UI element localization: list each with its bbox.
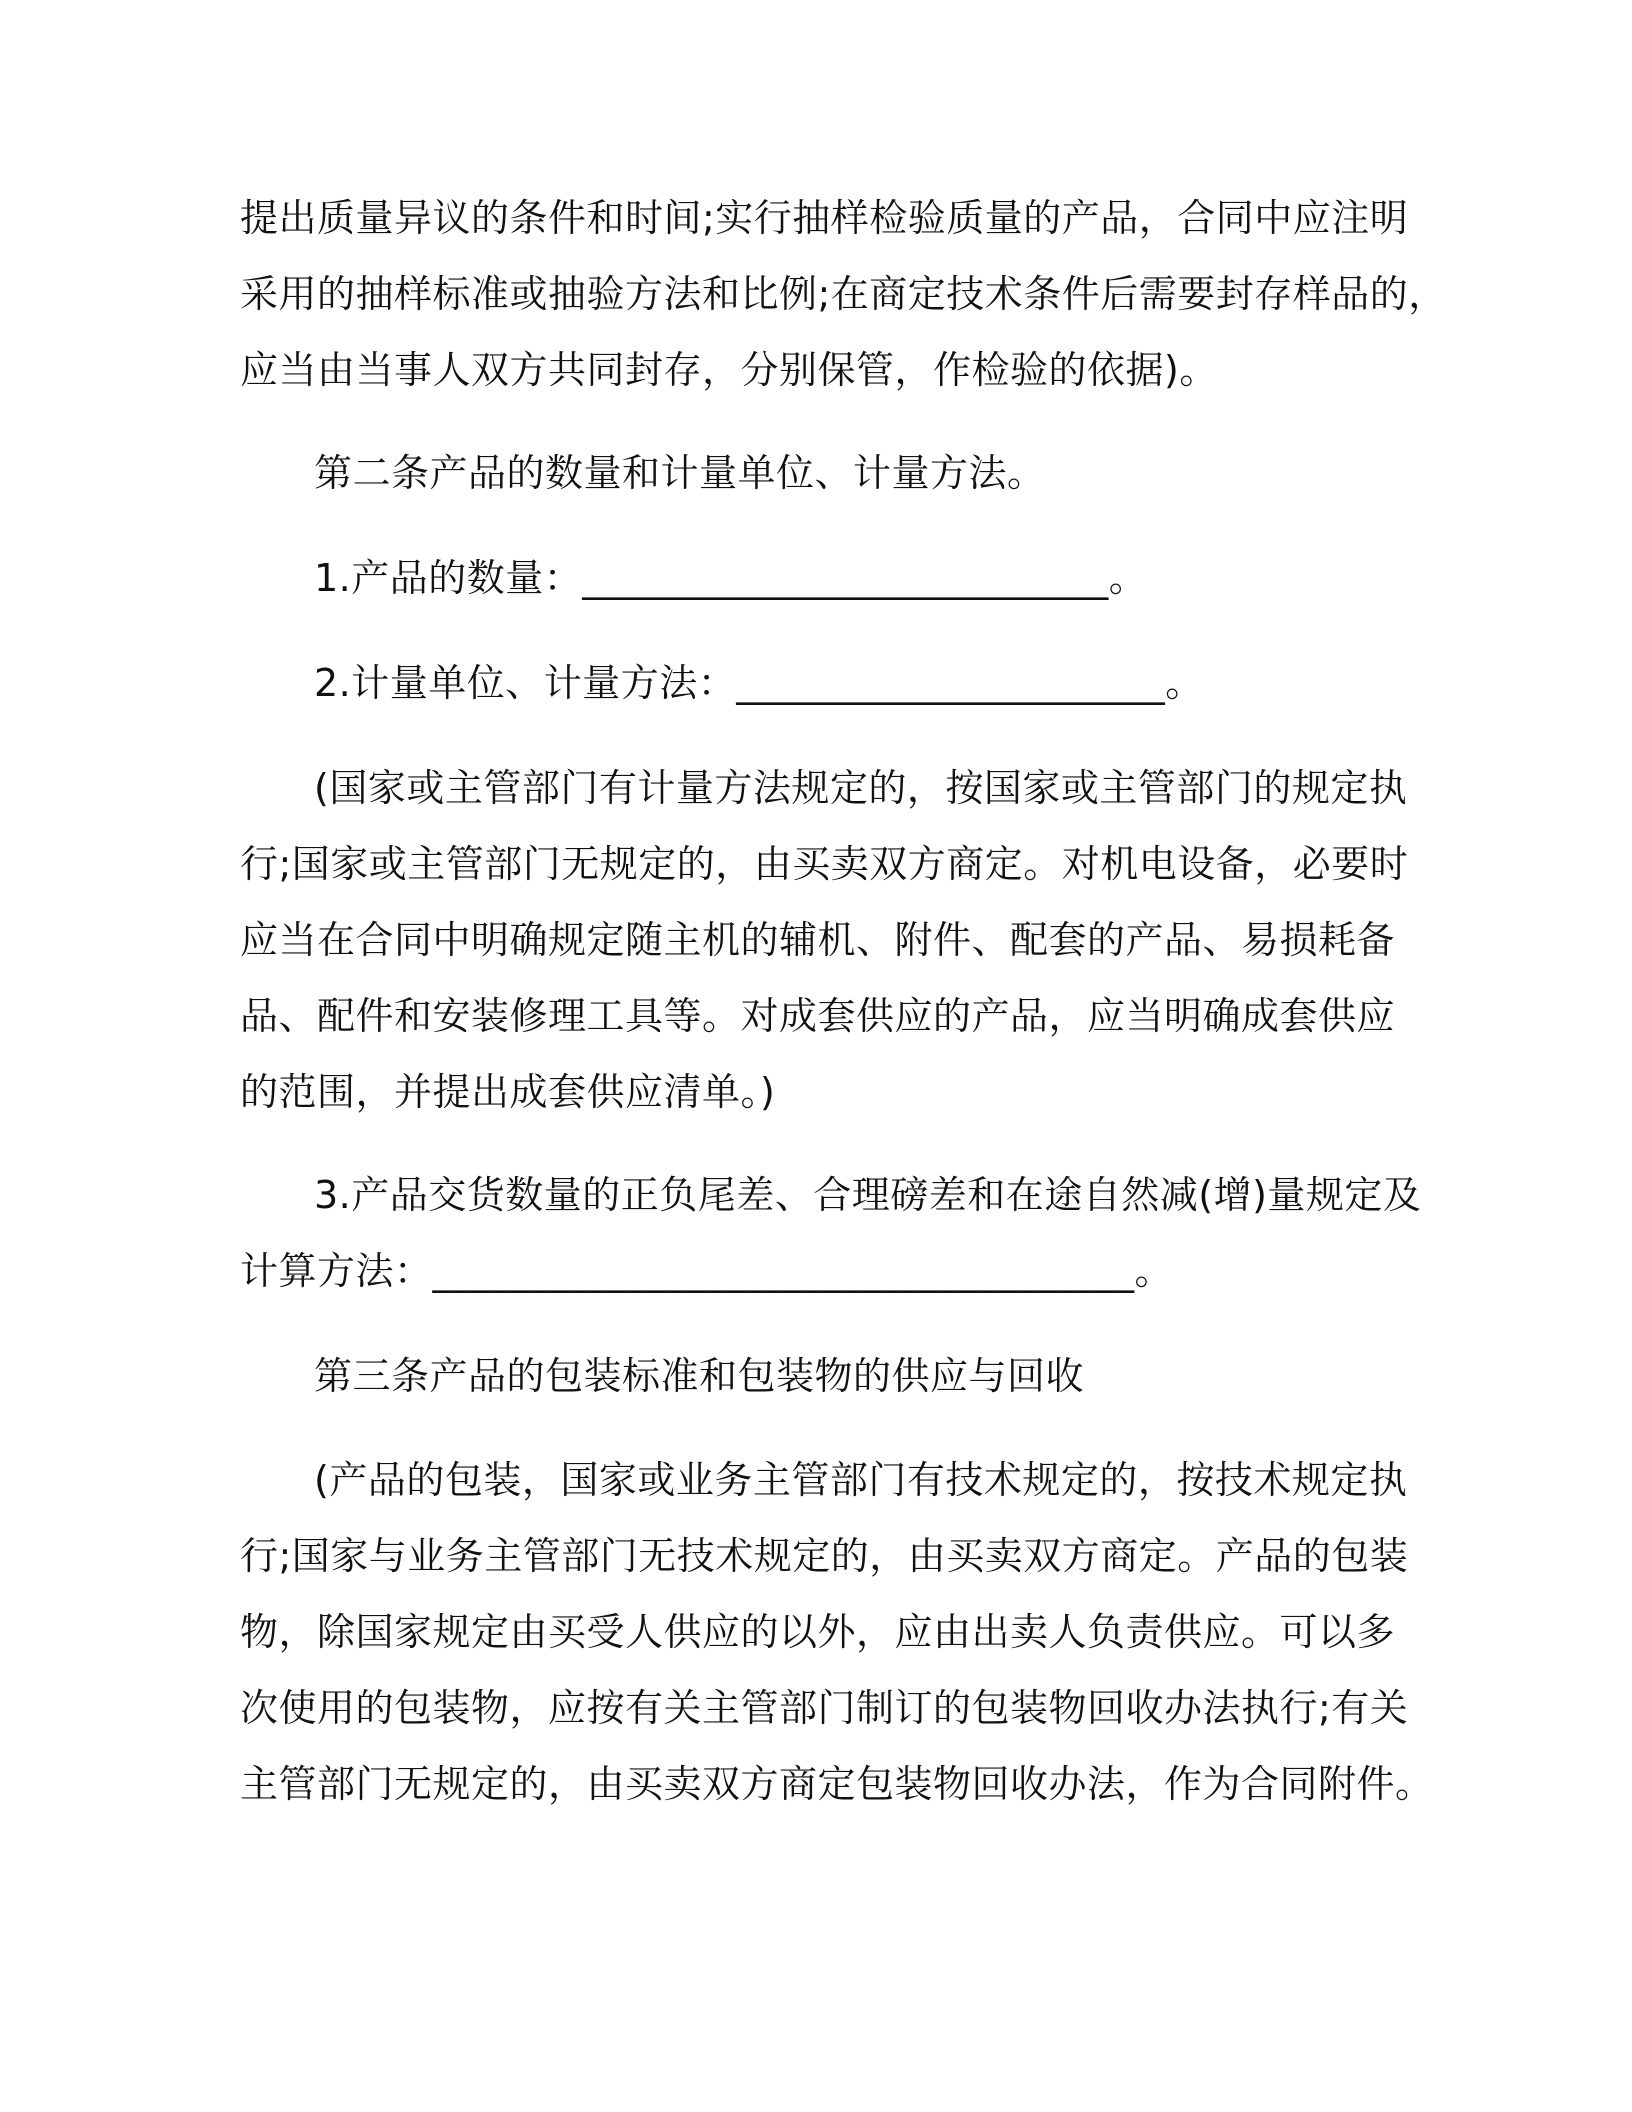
text-line: 物，除国家规定由买受人供应的以外，应由出卖人负责供应。可以多: [240, 1610, 1396, 1654]
item-unit-and-method: [240, 645, 1385, 721]
text-line: (国家或主管部门有计量方法规定的，按国家或主管部门的规定执: [314, 766, 1408, 810]
article-3-heading: [240, 1338, 1385, 1414]
text-line: 的范围，并提出成套供应清单。): [240, 1070, 776, 1114]
text-line: 应当由当事人双方共同封存，分别保管，作检验的依据)。: [240, 348, 1218, 392]
text-line: 采用的抽样标准或抽验方法和比例;在商定技术条件后需要封存样品的，: [240, 272, 1447, 316]
text-line: 行;国家或主管部门无规定的，由买卖双方商定。对机电设备，必要时: [240, 842, 1409, 886]
text-line: 应当在合同中明确规定随主机的辅机、附件、配套的产品、易损耗备: [240, 918, 1396, 962]
paragraph-packaging-note: [240, 1442, 1434, 1822]
text-line: 3.产品交货数量的正负尾差、合理磅差和在途自然减(增)量规定及: [314, 1173, 1422, 1217]
text-line: 行;国家与业务主管部门无技术规定的，由买卖双方商定。产品的包装: [240, 1534, 1409, 1578]
paragraph-metering-note: [240, 750, 1409, 1130]
item-product-quantity: [240, 540, 1385, 616]
paragraph-quality-objection: [240, 180, 1447, 408]
text-line: 第三条产品的包装标准和包装物的供应与回收: [314, 1354, 1085, 1398]
text-line: 品、配件和安装修理工具等。对成套供应的产品，应当明确成套供应: [240, 994, 1396, 1038]
article-2-heading: [240, 435, 1385, 511]
text-line: 主管部门无规定的，由买卖双方商定包装物回收办法，作为合同附件。: [240, 1762, 1434, 1806]
item-delivery-tolerance: [240, 1157, 1422, 1309]
text-line: 提出质量异议的条件和时间;实行抽样检验质量的产品，合同中应注明: [240, 196, 1409, 240]
text-line: (产品的包装，国家或业务主管部门有技术规定的，按技术规定执: [314, 1458, 1408, 1502]
text-line: 2.计量单位、计量方法：______________________。: [314, 661, 1204, 705]
text-line: 计算方法：____________________________________。: [240, 1249, 1174, 1293]
text-line: 次使用的包装物，应按有关主管部门制订的包装物回收办法执行;有关: [240, 1686, 1409, 1730]
text-line: 第二条产品的数量和计量单位、计量方法。: [314, 451, 1046, 495]
text-line: 1.产品的数量：___________________________。: [314, 556, 1148, 600]
